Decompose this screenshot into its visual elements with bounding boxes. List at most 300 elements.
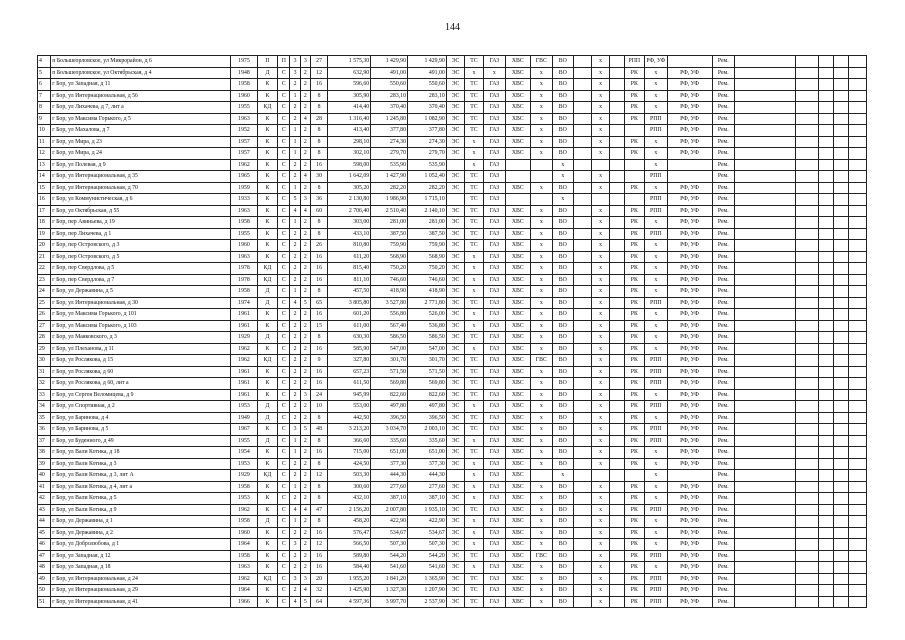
table-cell: 1 245,80	[371, 113, 408, 125]
table-cell	[610, 159, 624, 171]
table-cell	[818, 217, 833, 229]
table-cell: 1962	[231, 355, 258, 367]
table-cell: 2 537,90	[407, 596, 446, 608]
table-row	[38, 378, 867, 390]
table-cell: х	[530, 481, 552, 493]
table-cell: х	[591, 113, 609, 125]
table-cell: 1	[290, 136, 300, 148]
table-cell: х	[645, 217, 667, 229]
table-cell: ХВС	[506, 412, 531, 424]
table-cell: 45	[38, 527, 51, 539]
table-cell: 1961	[231, 389, 258, 401]
table-cell	[734, 240, 795, 252]
table-row	[38, 481, 867, 493]
table-cell: РК	[624, 585, 644, 597]
table-cell: 3	[300, 56, 310, 68]
table-cell: ХВС	[506, 493, 531, 505]
table-cell: 3 213,20	[328, 424, 371, 436]
table-cell: г Бор, ул Полевая, д 9	[51, 159, 231, 171]
table-row	[38, 470, 867, 482]
table-cell: Рем.	[712, 596, 734, 608]
table-cell: Рем.	[712, 102, 734, 114]
table-cell: Рем.	[712, 516, 734, 528]
table-cell	[610, 585, 624, 597]
table-cell	[849, 148, 867, 160]
table-cell	[818, 102, 833, 114]
table-cell: Рем.	[712, 562, 734, 574]
table-cell: 15	[38, 182, 51, 194]
table-cell	[573, 67, 591, 79]
table-cell	[796, 389, 818, 401]
table-cell	[834, 435, 849, 447]
table-cell: 1957	[231, 136, 258, 148]
table-cell: 2	[290, 171, 300, 183]
table-cell: ХВС	[506, 297, 531, 309]
table-cell: 335,60	[371, 435, 408, 447]
table-cell: г Бор, ул Западная, д 18	[51, 562, 231, 574]
table-cell	[834, 355, 849, 367]
table-cell: ХВС	[506, 355, 531, 367]
table-cell: 556,80	[371, 309, 408, 321]
table-cell: х	[645, 332, 667, 344]
table-cell	[849, 447, 867, 459]
table-cell: РФ, УФ	[667, 251, 712, 263]
table-cell	[573, 286, 591, 298]
table-cell: х	[645, 148, 667, 160]
table-cell	[734, 412, 795, 424]
table-cell: 327,80	[328, 355, 371, 367]
table-cell: 424,50	[328, 458, 371, 470]
table-cell: 1967	[231, 424, 258, 436]
table-cell: ГАЗ	[483, 435, 505, 447]
table-cell: ВО	[553, 389, 573, 401]
table-cell: Рем.	[712, 56, 734, 68]
table-cell: ГАЗ	[483, 125, 505, 137]
table-cell	[573, 481, 591, 493]
table-cell: г Бор, пер Островского, д 3	[51, 240, 231, 252]
table-cell: ТС	[465, 240, 483, 252]
table-row	[38, 194, 867, 206]
table-cell: х	[591, 125, 609, 137]
table-cell: г Бор, пер Свердлова, д 7	[51, 274, 231, 286]
table-cell: 1	[290, 447, 300, 459]
table-cell: 1	[290, 435, 300, 447]
table-cell: х	[645, 79, 667, 91]
table-cell: 2	[290, 79, 300, 91]
table-cell: г Бор, ул Западная, д 12	[51, 550, 231, 562]
table-cell: 1958	[231, 286, 258, 298]
table-cell	[849, 378, 867, 390]
table-cell: ХВС	[506, 481, 531, 493]
table-cell	[624, 194, 644, 206]
table-cell: ХВС	[506, 286, 531, 298]
table-cell: С	[278, 401, 290, 413]
table-cell	[849, 194, 867, 206]
table-cell	[530, 159, 552, 171]
table-cell: Рем.	[712, 585, 734, 597]
table-cell: 2	[300, 447, 310, 459]
table-cell: ВО	[553, 67, 573, 79]
table-cell: 571,50	[371, 366, 408, 378]
table-cell: 2	[300, 102, 310, 114]
table-cell: х	[530, 447, 552, 459]
table-cell	[573, 527, 591, 539]
table-cell: ХВС	[506, 343, 531, 355]
table-cell: РФ, УФ	[667, 435, 712, 447]
table-cell	[734, 378, 795, 390]
table-row	[38, 343, 867, 355]
table-cell: 534,67	[371, 527, 408, 539]
table-cell: 42	[38, 493, 51, 505]
table-cell: К	[257, 251, 277, 263]
table-cell: 2 130,80	[328, 194, 371, 206]
table-cell	[849, 355, 867, 367]
table-cell: 422,90	[371, 516, 408, 528]
table-cell: 571,50	[407, 366, 446, 378]
table-cell: х	[530, 90, 552, 102]
table-cell: ХВС	[506, 228, 531, 240]
table-cell	[849, 263, 867, 275]
table-cell: ГАЗ	[483, 251, 505, 263]
table-cell: К	[257, 79, 277, 91]
table-cell: х	[530, 263, 552, 275]
table-row	[38, 573, 867, 585]
table-cell: ХВС	[506, 136, 531, 148]
table-cell: ВО	[553, 148, 573, 160]
table-cell: ВО	[553, 240, 573, 252]
table-cell: ЭС	[446, 217, 464, 229]
table-row	[38, 125, 867, 137]
table-cell: ЭС	[446, 596, 464, 608]
table-cell	[796, 355, 818, 367]
table-cell: ТС	[465, 297, 483, 309]
table-cell: 2	[300, 470, 310, 482]
table-cell	[573, 171, 591, 183]
table-cell	[849, 240, 867, 252]
table-cell: 566,50	[328, 539, 371, 551]
table-cell: 16	[310, 274, 327, 286]
table-cell	[834, 171, 849, 183]
table-cell: С	[278, 412, 290, 424]
table-cell: ТС	[465, 378, 483, 390]
table-cell: РФ, УФ	[667, 481, 712, 493]
table-cell	[849, 585, 867, 597]
table-cell	[818, 447, 833, 459]
table-cell: 19	[38, 228, 51, 240]
table-cell: 302,10	[328, 148, 371, 160]
table-row	[38, 240, 867, 252]
table-cell	[849, 493, 867, 505]
table-cell	[849, 481, 867, 493]
table-cell	[834, 378, 849, 390]
table-cell: РК	[624, 378, 644, 390]
table-cell: г Бор, ул Интернациональная, д 56	[51, 90, 231, 102]
table-cell: ХВС	[506, 79, 531, 91]
table-cell: 377,30	[407, 458, 446, 470]
table-cell: х	[465, 67, 483, 79]
table-cell	[849, 182, 867, 194]
table-cell: г Бор, ул Вали Котика, д 9	[51, 504, 231, 516]
table-cell: х	[645, 516, 667, 528]
table-cell: 536,80	[407, 320, 446, 332]
table-cell: С	[278, 539, 290, 551]
table-cell: 418,90	[371, 286, 408, 298]
table-cell: х	[591, 56, 609, 68]
table-cell: 17	[38, 205, 51, 217]
table-cell	[834, 125, 849, 137]
table-cell: 26	[38, 309, 51, 321]
table-cell: 2	[290, 585, 300, 597]
table-cell	[573, 148, 591, 160]
table-cell: 1963	[231, 205, 258, 217]
table-cell: Рем.	[712, 401, 734, 413]
table-cell: 1961	[231, 366, 258, 378]
table-cell: х	[591, 320, 609, 332]
table-cell: РФ, УФ	[667, 286, 712, 298]
table-cell	[834, 79, 849, 91]
table-cell: 10	[38, 125, 51, 137]
table-cell: С	[278, 447, 290, 459]
table-cell: 283,10	[371, 90, 408, 102]
table-cell	[849, 217, 867, 229]
table-row	[38, 424, 867, 436]
table-cell	[834, 205, 849, 217]
table-cell: ТС	[465, 125, 483, 137]
table-cell: ЭС	[446, 504, 464, 516]
table-cell	[849, 458, 867, 470]
table-cell: С	[278, 297, 290, 309]
table-cell: х	[645, 240, 667, 252]
table-cell	[610, 332, 624, 344]
table-cell: ВО	[553, 205, 573, 217]
table-cell: С	[278, 562, 290, 574]
table-cell: г Бор, ул Маяковского, д 3	[51, 332, 231, 344]
table-cell: 47	[38, 550, 51, 562]
table-cell: 25	[38, 297, 51, 309]
table-cell	[573, 504, 591, 516]
table-cell	[834, 366, 849, 378]
table-cell: 8	[310, 493, 327, 505]
table-cell: ГАЗ	[483, 102, 505, 114]
table-cell	[818, 573, 833, 585]
table-cell: РФ, УФ	[667, 228, 712, 240]
table-cell: 11	[38, 136, 51, 148]
table-cell	[796, 378, 818, 390]
table-cell: х	[465, 274, 483, 286]
table-cell: 16	[310, 366, 327, 378]
table-cell: х	[530, 527, 552, 539]
table-cell: 16	[310, 562, 327, 574]
table-cell: ЭС	[446, 113, 464, 125]
table-cell	[796, 182, 818, 194]
table-cell: х	[591, 527, 609, 539]
table-cell: 815,40	[328, 263, 371, 275]
table-row	[38, 389, 867, 401]
table-cell	[849, 136, 867, 148]
table-cell	[610, 412, 624, 424]
table-cell	[849, 159, 867, 171]
table-cell: 24	[310, 389, 327, 401]
table-cell: 750,20	[371, 263, 408, 275]
table-cell	[849, 573, 867, 585]
table-cell: С	[278, 355, 290, 367]
table-cell: 632,90	[328, 67, 371, 79]
table-cell: С	[278, 240, 290, 252]
table-cell	[849, 470, 867, 482]
table-cell: 12	[310, 470, 327, 482]
table-cell: 1	[290, 125, 300, 137]
table-cell: 370,40	[371, 102, 408, 114]
table-cell: С	[278, 378, 290, 390]
table-cell: 27	[38, 320, 51, 332]
table-cell: ВО	[553, 424, 573, 436]
table-cell: 1964	[231, 585, 258, 597]
table-cell: 497,80	[407, 401, 446, 413]
table-cell	[849, 171, 867, 183]
table-cell	[610, 274, 624, 286]
table-cell: 4	[300, 585, 310, 597]
table-cell: 47	[310, 504, 327, 516]
table-cell: 746,60	[371, 274, 408, 286]
table-cell	[573, 297, 591, 309]
table-cell: РФ, УФ	[667, 102, 712, 114]
table-cell	[610, 458, 624, 470]
table-cell: ЭС	[446, 205, 464, 217]
table-cell: ГАЗ	[483, 159, 505, 171]
table-cell: Рем.	[712, 332, 734, 344]
table-cell	[849, 125, 867, 137]
table-cell: РК	[624, 286, 644, 298]
table-cell: ХВС	[506, 56, 531, 68]
table-cell: х	[553, 171, 573, 183]
table-cell: 2	[300, 274, 310, 286]
table-cell: х	[645, 67, 667, 79]
table-cell: 507,30	[407, 539, 446, 551]
table-cell: К	[257, 447, 277, 459]
table-cell: С	[278, 596, 290, 608]
table-cell	[818, 297, 833, 309]
table-cell	[818, 424, 833, 436]
table-cell: 1962	[231, 573, 258, 585]
table-cell: ГАЗ	[483, 389, 505, 401]
table-cell	[796, 286, 818, 298]
table-cell: 1 429,90	[407, 56, 446, 68]
table-cell	[796, 550, 818, 562]
table-cell: х	[465, 148, 483, 160]
table-cell: х	[465, 320, 483, 332]
table-cell: Рем.	[712, 573, 734, 585]
table-cell: 5	[300, 596, 310, 608]
table-cell: К	[257, 458, 277, 470]
table-cell: К	[257, 113, 277, 125]
table-cell: РФ, УФ	[667, 274, 712, 286]
table-cell: 433,10	[328, 228, 371, 240]
table-cell: ГАЗ	[483, 458, 505, 470]
table-cell: ГАЗ	[483, 527, 505, 539]
table-cell: ВО	[553, 585, 573, 597]
table-cell: 547,00	[407, 343, 446, 355]
table-cell: ХВС	[506, 435, 531, 447]
table-cell: х	[530, 113, 552, 125]
table-cell	[573, 343, 591, 355]
table-cell: РК	[624, 332, 644, 344]
table-cell: ВО	[553, 562, 573, 574]
table-cell	[573, 596, 591, 608]
table-cell: РК	[624, 550, 644, 562]
table-cell: К	[257, 366, 277, 378]
table-cell	[834, 401, 849, 413]
table-cell	[818, 527, 833, 539]
table-cell: РК	[624, 447, 644, 459]
table-row	[38, 401, 867, 413]
table-cell: 550,60	[371, 79, 408, 91]
table-cell	[734, 470, 795, 482]
table-cell: ЭС	[446, 539, 464, 551]
table-cell: ЭС	[446, 332, 464, 344]
table-cell: х	[591, 228, 609, 240]
table-cell	[796, 562, 818, 574]
table-cell: С	[278, 585, 290, 597]
table-cell	[573, 251, 591, 263]
table-row	[38, 67, 867, 79]
table-cell: РПП	[645, 573, 667, 585]
table-cell: 16	[310, 159, 327, 171]
table-cell: 8	[310, 435, 327, 447]
table-cell: х	[465, 263, 483, 275]
table-cell	[796, 504, 818, 516]
table-cell: 41	[38, 481, 51, 493]
table-cell: ЭС	[446, 79, 464, 91]
table-cell	[573, 240, 591, 252]
table-cell: 611,00	[328, 320, 371, 332]
table-cell: РФ, УФ	[667, 389, 712, 401]
table-row	[38, 136, 867, 148]
table-cell: Рем.	[712, 470, 734, 482]
table-cell: 282,20	[371, 182, 408, 194]
table-cell: 1965	[231, 171, 258, 183]
table-cell: РФ, УФ	[667, 378, 712, 390]
table-row	[38, 102, 867, 114]
table-cell: х	[645, 102, 667, 114]
table-cell	[849, 401, 867, 413]
table-cell	[573, 366, 591, 378]
table-cell: г Бор, пер Островского, д 5	[51, 251, 231, 263]
table-cell	[610, 401, 624, 413]
table-cell: 544,20	[371, 550, 408, 562]
table-cell: ГАЗ	[483, 217, 505, 229]
table-cell: ВО	[553, 263, 573, 275]
table-cell	[530, 470, 552, 482]
table-cell: Д	[257, 297, 277, 309]
table-cell	[818, 366, 833, 378]
table-cell: х	[591, 573, 609, 585]
table-cell: Д	[257, 332, 277, 344]
table-cell	[796, 90, 818, 102]
table-row	[38, 263, 867, 275]
table-cell: 32	[310, 585, 327, 597]
table-cell: ГАЗ	[483, 550, 505, 562]
table-cell	[818, 79, 833, 91]
table-cell: К	[257, 228, 277, 240]
table-cell	[734, 194, 795, 206]
table-cell: х	[591, 447, 609, 459]
table-cell: ЭС	[446, 378, 464, 390]
table-cell: 46	[38, 539, 51, 551]
table-cell	[506, 171, 531, 183]
table-cell	[818, 194, 833, 206]
table-cell: х	[530, 435, 552, 447]
table-cell: 6	[38, 79, 51, 91]
